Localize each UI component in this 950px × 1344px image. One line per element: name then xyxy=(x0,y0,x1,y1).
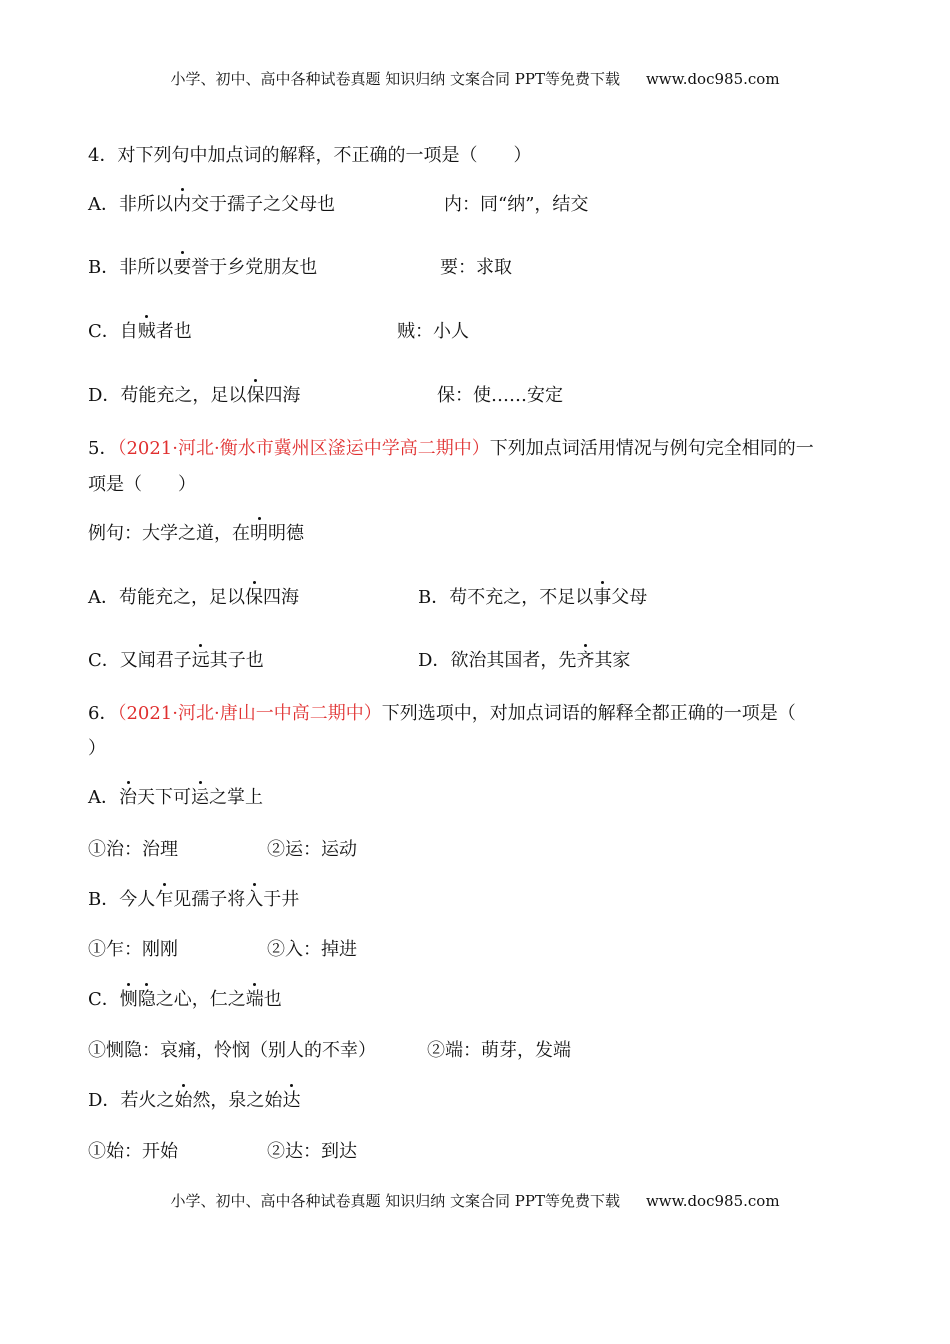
q6-c-explanation-1: ①恻隐：哀痛，怜悯（别人的不幸） xyxy=(88,1040,376,1061)
q5-option-d[interactable]: D．欲治其国者，先齐其家 xyxy=(418,650,631,671)
q6-stem-cont: ） xyxy=(88,738,106,759)
dotted-word: 达 xyxy=(282,1090,301,1111)
q4-option-c[interactable]: C．自贼者也 xyxy=(88,321,192,342)
q4-c-explanation: 贼：小人 xyxy=(397,321,469,342)
dotted-word: 明 xyxy=(250,523,268,544)
dotted-word: 齐 xyxy=(576,650,595,671)
dotted-word: 贼 xyxy=(137,321,156,342)
footer-text: 小学、初中、高中各种试卷真题 知识归纳 文案合同 PPT等免费下载 xyxy=(170,1192,620,1210)
dotted-word: 入 xyxy=(245,889,264,910)
page-footer xyxy=(0,1190,950,1211)
dotted-word: 隐 xyxy=(137,989,156,1010)
q5-option-c[interactable]: C．又闻君子远其子也 xyxy=(88,650,264,671)
header-text: 小学、初中、高中各种试卷真题 知识归纳 文案合同 PPT等免费下载 xyxy=(170,70,620,88)
q4-option-d[interactable]: D．苟能充之，足以保四海 xyxy=(88,385,301,406)
q6-b-explanation-1: ①乍：刚刚 xyxy=(88,939,178,960)
q4-stem: 4．对下列句中加点词的解释，不正确的一项是（ ） xyxy=(88,145,532,166)
dotted-word: 要 xyxy=(173,257,192,278)
q6-d-explanation-2: ②达：到达 xyxy=(267,1141,357,1162)
dotted-word: 端 xyxy=(245,989,264,1010)
q5-example: 例句：大学之道，在明明德 xyxy=(88,523,304,544)
dotted-word: 乍 xyxy=(155,889,174,910)
dotted-word: 治 xyxy=(119,787,137,808)
q6-option-c[interactable]: C．恻隐之心，仁之端也 xyxy=(88,989,282,1010)
q4-d-explanation: 保：使……安定 xyxy=(437,385,563,406)
dotted-word: 保 xyxy=(245,587,263,608)
q4-option-a[interactable]: A．非所以内交于孺子之父母也 xyxy=(88,194,335,215)
q6-d-explanation-1: ①始：开始 xyxy=(88,1141,178,1162)
source-tag: （2021·河北·衡水市冀州区滏运中学高二期中） xyxy=(117,438,490,459)
q6-a-explanation-2: ②运：运动 xyxy=(267,839,357,860)
dotted-word: 内 xyxy=(173,194,191,215)
footer-url[interactable]: www.doc985.com xyxy=(645,1192,780,1210)
q4-a-explanation: 内：同“纳”，结交 xyxy=(444,194,589,215)
q6-stem: 6．（2021·河北·唐山一中高二期中）下列选项中，对加点词语的解释全都正确的一项是（ xyxy=(88,703,796,724)
dotted-word: 始 xyxy=(174,1090,193,1111)
q6-b-explanation-2: ②入：掉进 xyxy=(267,939,357,960)
dotted-word: 保 xyxy=(246,385,265,406)
q5-stem-cont: 项是（ ） xyxy=(88,474,196,495)
q5-option-b[interactable]: B．苟不充之，不足以事父母 xyxy=(418,587,648,608)
dotted-word: 恻 xyxy=(119,989,138,1010)
page-header xyxy=(0,68,950,89)
dotted-word: 事 xyxy=(593,587,612,608)
q5-stem: 5．（2021·河北·衡水市冀州区滏运中学高二期中）下列加点词活用情况与例句完全相同的一 xyxy=(88,438,814,459)
q6-option-a[interactable]: A．治天下可运之掌上 xyxy=(88,787,263,808)
dotted-word: 远 xyxy=(191,650,210,671)
dotted-word: 运 xyxy=(191,787,209,808)
q6-option-d[interactable]: D．若火之始然，泉之始达 xyxy=(88,1090,301,1111)
q4-option-b[interactable]: B．非所以要誉于乡党朋友也 xyxy=(88,257,318,278)
q5-option-a[interactable]: A．苟能充之，足以保四海 xyxy=(88,587,299,608)
q4-b-explanation: 要：求取 xyxy=(440,257,512,278)
q6-a-explanation-1: ①治：治理 xyxy=(88,839,178,860)
q6-option-b[interactable]: B．今人乍见孺子将入于井 xyxy=(88,889,300,910)
q6-c-explanation-2: ②端：萌芽，发端 xyxy=(427,1040,571,1061)
source-tag: （2021·河北·唐山一中高二期中） xyxy=(117,703,382,724)
header-url[interactable]: www.doc985.com xyxy=(645,70,780,88)
